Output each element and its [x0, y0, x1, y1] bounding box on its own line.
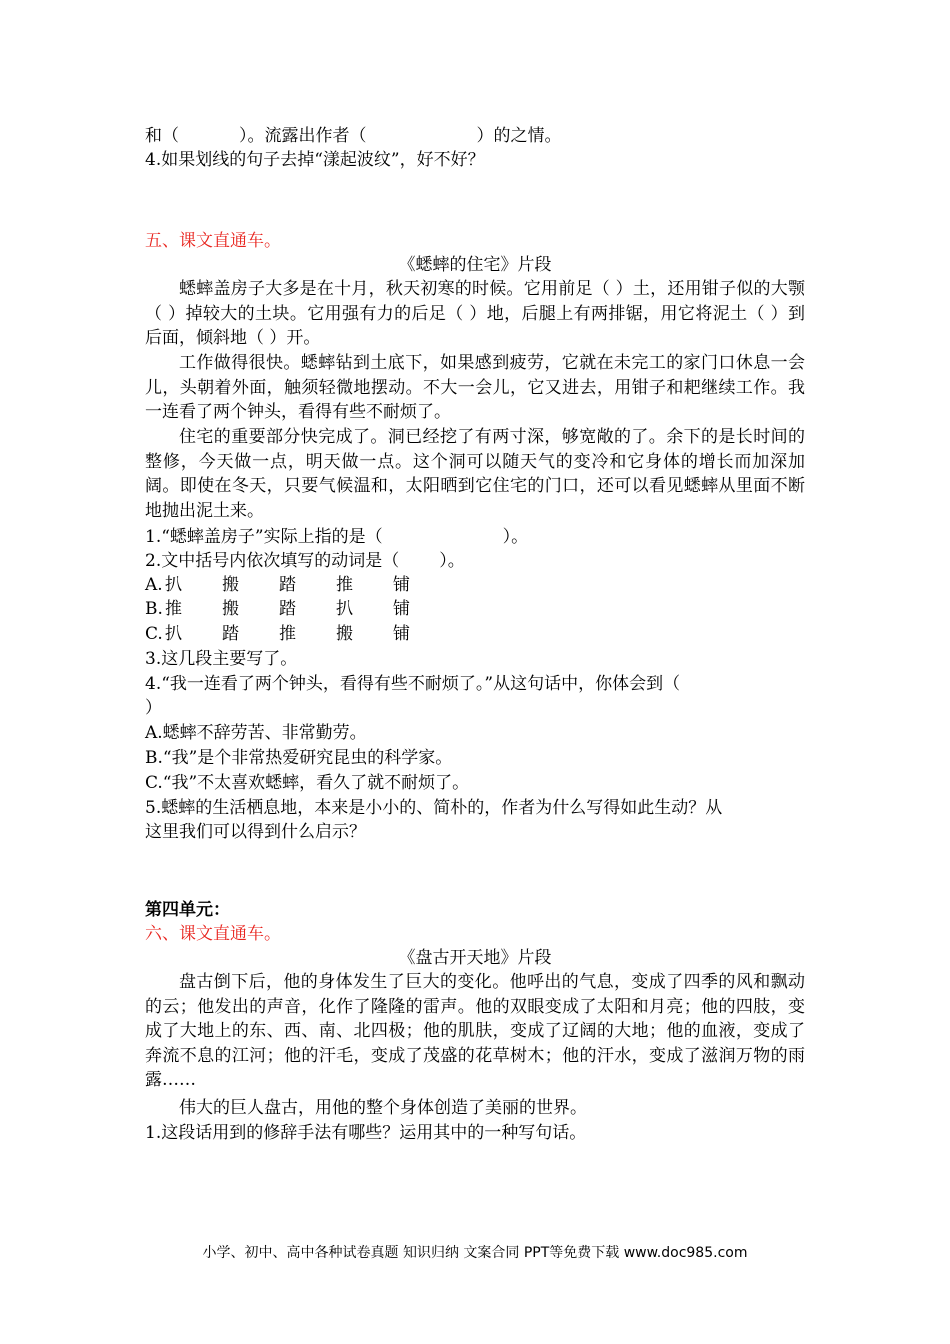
option-label: C.: [145, 624, 163, 644]
option-word: 扒: [336, 599, 353, 619]
option-word: 踏: [279, 575, 296, 595]
section5-paragraph-1: 蟋蟀盖房子大多是在十月，秋天初寒的时候。它用前足（ ）土，还用钳子似的大颚（ ）掉较大的土块。它用强有力的后足（ ）地，后腿上有两排锯，用它将泥土（ ）到后面，倾斜地（ ）开。: [145, 279, 805, 348]
option-a: [145, 573, 450, 597]
section5-question-4-option-a: A.蟋蟀不辞劳苦、非常勤劳。: [145, 723, 367, 743]
question-1-prompt: 1.“蟋蟀盖房子”实际上指的是（: [145, 527, 383, 547]
section5-question-4-option-c: C.“我”不太喜欢蟋蟀，看久了就不耐烦了。: [145, 773, 470, 793]
option-b: [145, 597, 450, 621]
question-2-end: ）。: [439, 551, 465, 571]
option-word: 踏: [222, 624, 239, 644]
option-word: 铺: [393, 575, 410, 595]
section5-question-5-line1: 5.蟋蟀的生活栖息地，本来是小小的、简朴的，作者为什么写得如此生动？从: [145, 798, 723, 818]
option-word: 搬: [336, 624, 353, 644]
section6-paragraph-2: 伟大的巨人盘古，用他的整个身体创造了美丽的世界。: [179, 1098, 587, 1118]
option-word: 铺: [393, 599, 410, 619]
prev-question-4: 4.如果划线的句子去掉“漾起波纹”，好不好？: [145, 150, 485, 170]
option-word: 推: [336, 575, 353, 595]
prev-line1-part-a: 和（: [145, 126, 179, 146]
option-label: A.: [145, 575, 163, 595]
section6-paragraph-1: 盘古倒下后，他的身体发生了巨大的变化。他呼出的气息，变成了四季的风和飘动的云；他发出的声音，化作了隆隆的雷声。他的双眼变成了太阳和月亮；他的四肢，变成了大地上的东、西、南、北四极；他的肌肤，变成了辽阔的大地；他的血液，变成了奔流不息的江河；他的汗毛，变成了茂盛的花草树木；他的汗水，变成了滋润万物的雨露……: [145, 972, 805, 1090]
section5-question-4-option-b: B.“我”是个非常热爱研究昆虫的科学家。: [145, 748, 453, 768]
prev-line1-part-b: ）。流露出作者（: [239, 126, 367, 146]
option-word: 推: [279, 624, 296, 644]
option-word: 搬: [222, 599, 239, 619]
section5-question-3: 3.这几段主要写了。: [145, 649, 298, 669]
question-1-end: ）。: [502, 527, 529, 547]
section6-question-1: 1.这段话用到的修辞手法有哪些？运用其中的一种写句话。: [145, 1123, 587, 1143]
option-word: 扒: [165, 575, 182, 595]
section5-paragraph-3: 住宅的重要部分快完成了。洞已经挖了有两寸深，够宽敞的了。余下的是长时间的整修，今天做一点，明天做一点。这个洞可以随天气的变冷和它身体的增长而加深加阔。即使在冬天，只要气候温和，太阳晒到它住宅的门口，还可以看见蟋蟀从里面不断地抛出泥土来。: [145, 427, 805, 521]
prev-line1: [145, 124, 562, 148]
unit4-heading: 第四单元：: [145, 900, 230, 920]
prev-line1-part-c: ）的之情。: [476, 126, 562, 146]
option-word: 搬: [222, 575, 239, 595]
option-word: 推: [165, 599, 182, 619]
option-word: 扒: [165, 624, 182, 644]
section5-question-5-line2: 这里我们可以得到什么启示？: [145, 822, 366, 842]
option-c: [145, 622, 450, 646]
option-label: B.: [145, 599, 163, 619]
section5-title: 《蟋蟀的住宅》片段: [398, 255, 552, 275]
section5-question-2: [145, 549, 465, 573]
section5-paragraph-2: 工作做得很快。蟋蟀钻到土底下，如果感到疲劳，它就在未完工的家门口休息一会儿，头朝着外面，触须轻微地摆动。不大一会儿，它又进去，用钳子和耙继续工作。我一连看了两个钟头，看得有些不耐烦了。: [145, 353, 805, 422]
section5-heading: 五、课文直通车。: [145, 231, 281, 251]
section5-question-4-line2: ）: [145, 698, 162, 718]
section5-question-4-line1: 4.“我一连看了两个钟头，看得有些不耐烦了。”从这句话中，你体会到（: [145, 674, 681, 694]
question-2-prompt: 2.文中括号内依次填写的动词是（: [145, 551, 400, 571]
section5-question-1: [145, 525, 528, 549]
section6-title: 《盘古开天地》片段: [398, 948, 552, 968]
section6-heading: 六、课文直通车。: [145, 924, 281, 944]
option-word: 铺: [393, 624, 410, 644]
page-footer: 小学、初中、高中各种试卷真题 知识归纳 文案合同 PPT等免费下载 www.doc985.com: [202, 1245, 748, 1261]
option-word: 踏: [279, 599, 296, 619]
